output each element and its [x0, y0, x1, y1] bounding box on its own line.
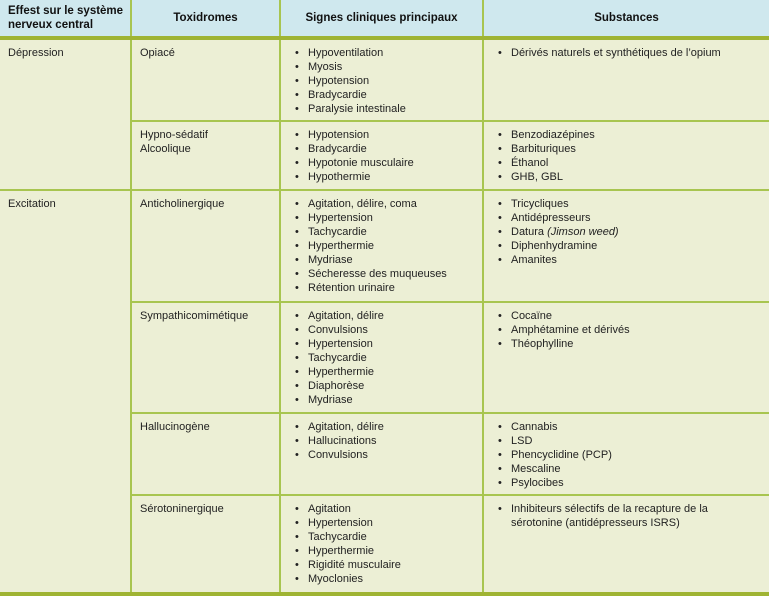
substance-item: • Amphétamine et dérivés	[498, 323, 761, 337]
toxidrome-cell	[131, 38, 280, 121]
sign-item: • Paralysie intestinale	[295, 102, 474, 116]
toxidrome-label	[140, 420, 271, 434]
toxidrome-cell	[131, 121, 280, 190]
sign-item: • Bradycardie	[295, 88, 474, 102]
toxidrome-line: Sympathicomimétique	[140, 310, 249, 322]
substance-item: • Phencyclidine (PCP)	[498, 448, 761, 462]
toxidrome-label	[140, 128, 271, 156]
signs-cell	[280, 190, 483, 302]
sign-item: • Convulsions	[295, 448, 474, 462]
signs-cell	[280, 38, 483, 121]
substance-item: • Amanites	[498, 253, 761, 267]
toxidrome-line: Alcoolique	[140, 143, 191, 155]
header-row	[0, 0, 769, 38]
substance-item: • Diphenhydramine	[498, 239, 761, 253]
toxidrome-line: Anticholinergique	[140, 198, 225, 210]
substance-item: • Éthanol	[498, 156, 761, 170]
sign-item: • Diaphorèse	[295, 379, 474, 393]
sign-item: • Rétention urinaire	[295, 281, 474, 295]
substance-item: • Cannabis	[498, 420, 761, 434]
sign-item: • Mydriase	[295, 253, 474, 267]
sign-item: • Bradycardie	[295, 142, 474, 156]
substances-cell	[483, 495, 769, 594]
substance-item: • GHB, GBL	[498, 170, 761, 184]
toxidrome-cell	[131, 302, 280, 413]
substance-item: • Théophylline	[498, 337, 761, 351]
toxidrome-line: Opiacé	[140, 47, 175, 59]
substance-text: Datura	[511, 226, 548, 238]
substances-cell	[483, 190, 769, 302]
sign-item: • Agitation	[295, 502, 474, 516]
sign-item: • Tachycardie	[295, 225, 474, 239]
header-toxidromes: Toxidromes	[131, 0, 280, 38]
substances-list	[492, 502, 761, 530]
substance-note-italic: (Jimson weed)	[547, 226, 619, 238]
signs-cell	[280, 302, 483, 413]
table-row-opiace	[0, 38, 769, 121]
substances-cell	[483, 413, 769, 495]
substances-list	[492, 128, 761, 184]
sign-item: • Agitation, délire, coma	[295, 197, 474, 211]
toxidrome-label	[140, 502, 271, 516]
toxidrome-line: Sérotoninergique	[140, 503, 224, 515]
sign-item: • Hypotension	[295, 128, 474, 142]
signs-cell	[280, 413, 483, 495]
substances-list	[492, 309, 761, 351]
substance-item: • Antidépresseurs	[498, 211, 761, 225]
sign-item: • Mydriase	[295, 393, 474, 407]
toxidrome-cell	[131, 413, 280, 495]
substance-item: • Cocaïne	[498, 309, 761, 323]
substance-item: • Inhibiteurs sélectifs de la recapture de la sérotonine (antidépresseurs ISRS)	[498, 502, 761, 530]
sign-item: • Agitation, délire	[295, 420, 474, 434]
substance-item: • Mescaline	[498, 462, 761, 476]
sign-item: • Convulsions	[295, 323, 474, 337]
sign-item: • Sécheresse des muqueuses	[295, 267, 474, 281]
sign-item: • Myoclonies	[295, 572, 474, 586]
sign-item: • Hyperthermie	[295, 365, 474, 379]
substances-cell	[483, 121, 769, 190]
substances-cell	[483, 302, 769, 413]
signs-cell	[280, 121, 483, 190]
signs-cell	[280, 495, 483, 594]
sign-item: • Hallucinations	[295, 434, 474, 448]
sign-item: • Tachycardie	[295, 351, 474, 365]
toxidrome-cell	[131, 190, 280, 302]
substance-item: • Psylocibes	[498, 476, 761, 490]
sign-item: • Hypertension	[295, 337, 474, 351]
substances-cell	[483, 38, 769, 121]
sign-item: • Hyperthermie	[295, 239, 474, 253]
substance-item: • Tricycliques	[498, 197, 761, 211]
sign-item: • Hypotension	[295, 74, 474, 88]
toxidrome-line: Hypno-sédatif	[140, 129, 208, 141]
toxidrome-line: Hallucinogène	[140, 421, 210, 433]
signs-list	[289, 46, 474, 116]
table-row-anticholinergique	[0, 190, 769, 302]
sign-item: • Hypoventilation	[295, 46, 474, 60]
signs-list	[289, 197, 474, 295]
sign-item: • Hyperthermie	[295, 544, 474, 558]
substances-list	[492, 420, 761, 490]
toxidrome-label	[140, 46, 271, 60]
substance-item: • Barbituriques	[498, 142, 761, 156]
header-effect: Effest sur le système nerveux central	[0, 0, 131, 38]
toxidrome-label	[140, 309, 271, 323]
sign-item: • Hypertension	[295, 211, 474, 225]
substance-item: • Dérivés naturels et synthétiques de l’opium	[498, 46, 761, 60]
sign-item: • Hypotonie musculaire	[295, 156, 474, 170]
signs-list	[289, 128, 474, 184]
substances-list	[492, 197, 761, 267]
sign-item: • Agitation, délire	[295, 309, 474, 323]
substance-item: • Benzodiazépines	[498, 128, 761, 142]
effect-cell-excitation: Excitation	[0, 190, 131, 594]
sign-item: • Hypothermie	[295, 170, 474, 184]
signs-list	[289, 502, 474, 586]
sign-item: • Myosis	[295, 60, 474, 74]
sign-item: • Hypertension	[295, 516, 474, 530]
effect-cell-depression: Dépression	[0, 38, 131, 190]
signs-list	[289, 420, 474, 462]
sign-item: • Rigidité musculaire	[295, 558, 474, 572]
substance-item	[498, 225, 761, 239]
signs-list	[289, 309, 474, 407]
sign-item: • Tachycardie	[295, 530, 474, 544]
toxidrome-cell	[131, 495, 280, 594]
substances-list	[492, 46, 761, 60]
header-substances: Substances	[483, 0, 769, 38]
substance-item: • LSD	[498, 434, 761, 448]
header-signs: Signes cliniques principaux	[280, 0, 483, 38]
toxidrome-label	[140, 197, 271, 211]
